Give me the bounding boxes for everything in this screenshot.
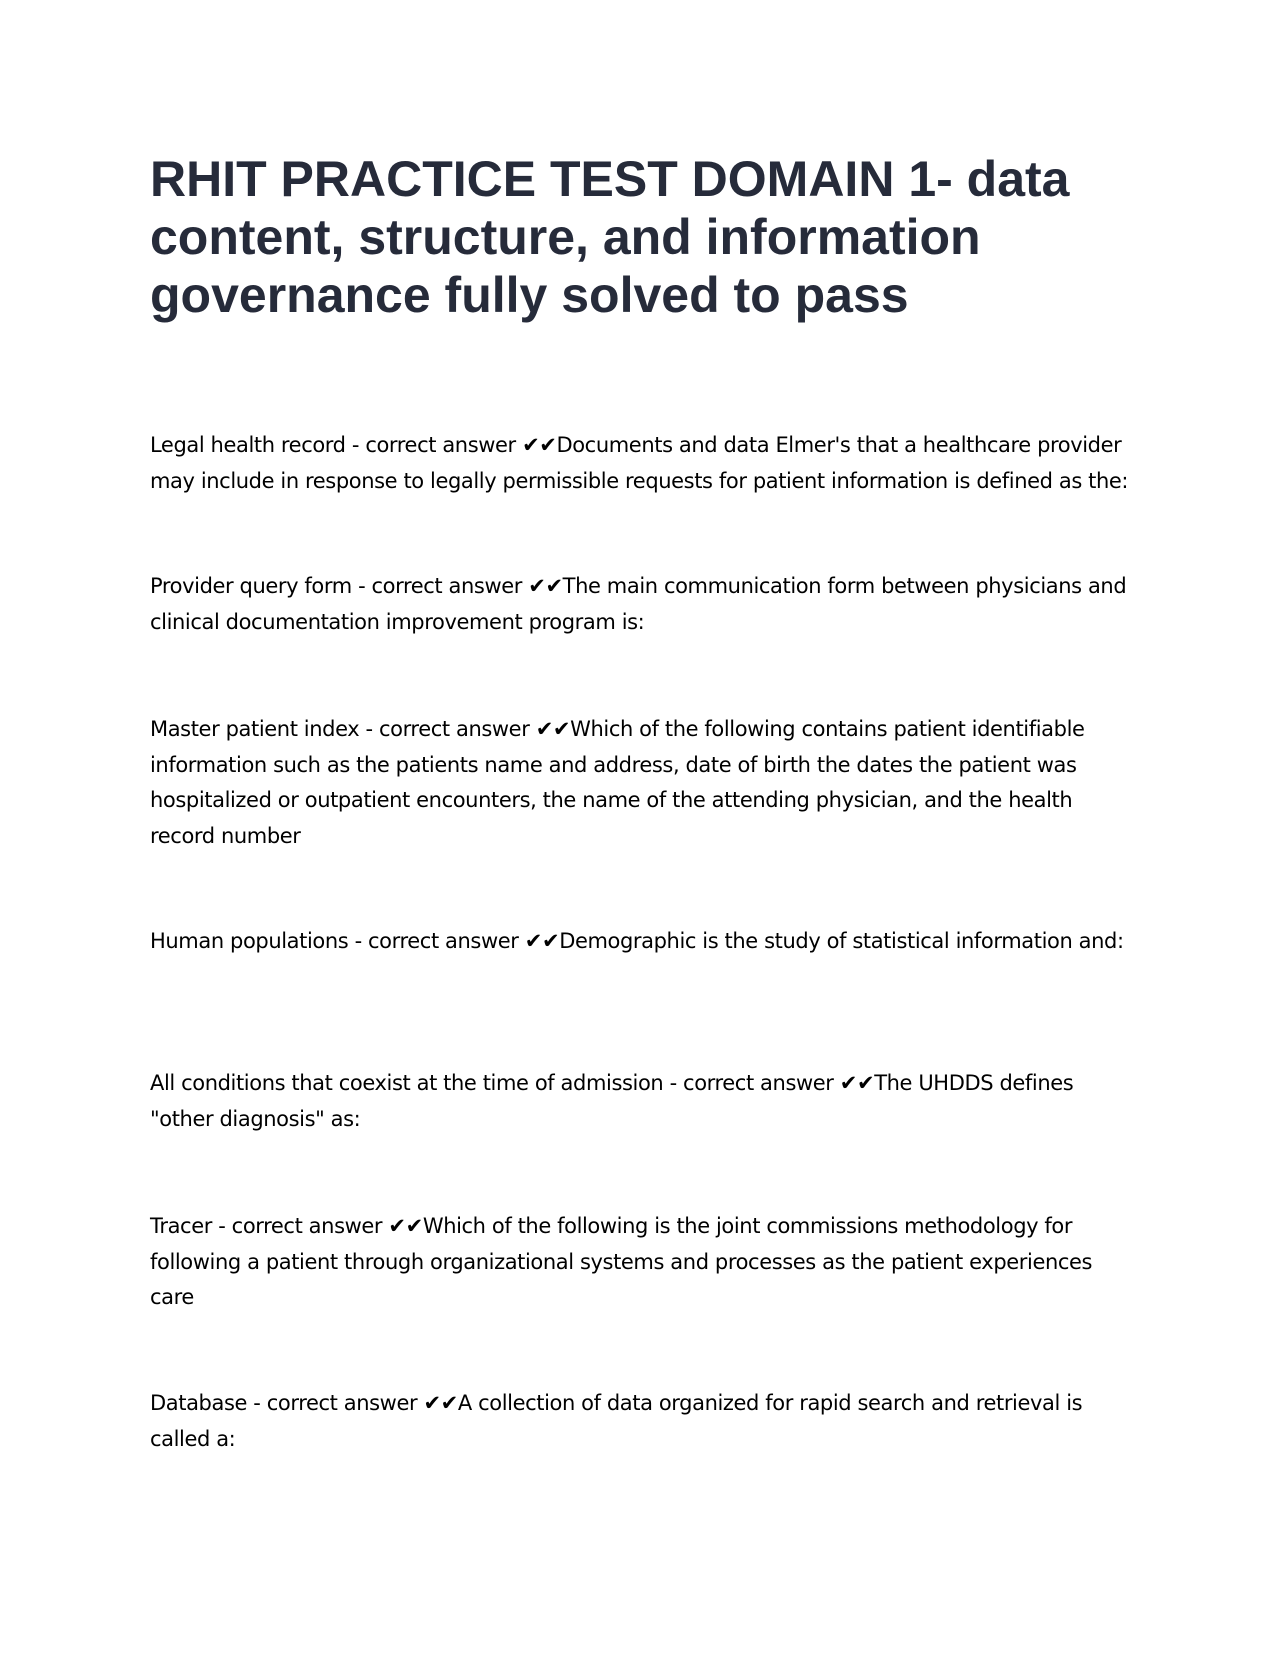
qa-answer: Master patient index bbox=[150, 717, 360, 741]
qa-question: Demographic is the study of statistical information and: bbox=[559, 929, 1124, 953]
qa-question: Documents and data Elmer's that a healthcare provider may include in response to legally permissible requests for patient information is defined as the: bbox=[150, 433, 1129, 493]
qa-question: Which of the following is the joint commissions methodology for following a patient through organizational systems and processes as the patient experiences care bbox=[150, 1214, 1093, 1309]
qa-item-2 bbox=[150, 569, 1140, 640]
qa-answer: Human populations bbox=[150, 929, 349, 953]
check-mark-icon: ✔✔ bbox=[535, 717, 571, 741]
check-mark-icon: ✔✔ bbox=[839, 1071, 875, 1095]
qa-item-4 bbox=[150, 924, 1140, 960]
qa-separator: - correct answer bbox=[359, 717, 536, 741]
qa-item-1 bbox=[150, 428, 1140, 499]
qa-answer: All conditions that coexist at the time of admission bbox=[150, 1071, 664, 1095]
check-mark-icon: ✔✔ bbox=[522, 433, 557, 457]
check-mark-icon: ✔✔ bbox=[528, 574, 563, 598]
qa-separator: - correct answer bbox=[663, 1071, 840, 1095]
qa-separator: - correct answer bbox=[345, 433, 523, 457]
qa-separator: - correct answer bbox=[351, 574, 529, 598]
check-mark-icon: ✔✔ bbox=[423, 1391, 458, 1415]
qa-item-5 bbox=[150, 1066, 1140, 1137]
qa-question: A collection of data organized for rapid search and retrieval is called a: bbox=[150, 1391, 1083, 1451]
qa-separator: - correct answer bbox=[348, 929, 525, 953]
qa-question: The main communication form between physicians and clinical documentation improvement program is: bbox=[150, 574, 1127, 634]
check-mark-icon: ✔✔ bbox=[388, 1214, 423, 1238]
document-title: RHIT PRACTICE TEST DOMAIN 1- data content, structure, and information governance fully solved to pass bbox=[150, 151, 1070, 323]
qa-answer: Tracer bbox=[150, 1214, 212, 1238]
qa-answer: Legal health record bbox=[150, 433, 346, 457]
qa-answer: Provider query form bbox=[150, 574, 352, 598]
qa-question: Which of the following contains patient identifiable information such as the patients name and address, date of birth the dates the patient was hospitalized or outpatient encounters, the name of the attending physician, and the health record number bbox=[150, 717, 1085, 848]
qa-answer: Database bbox=[150, 1391, 248, 1415]
qa-item-3 bbox=[150, 712, 1140, 854]
qa-question: The UHDDS defines "other diagnosis" as: bbox=[150, 1071, 1074, 1131]
check-mark-icon: ✔✔ bbox=[524, 929, 560, 953]
qa-separator: - correct answer bbox=[247, 1391, 424, 1415]
qa-item-6 bbox=[150, 1209, 1140, 1316]
qa-item-7 bbox=[150, 1386, 1140, 1457]
qa-separator: - correct answer bbox=[211, 1214, 389, 1238]
